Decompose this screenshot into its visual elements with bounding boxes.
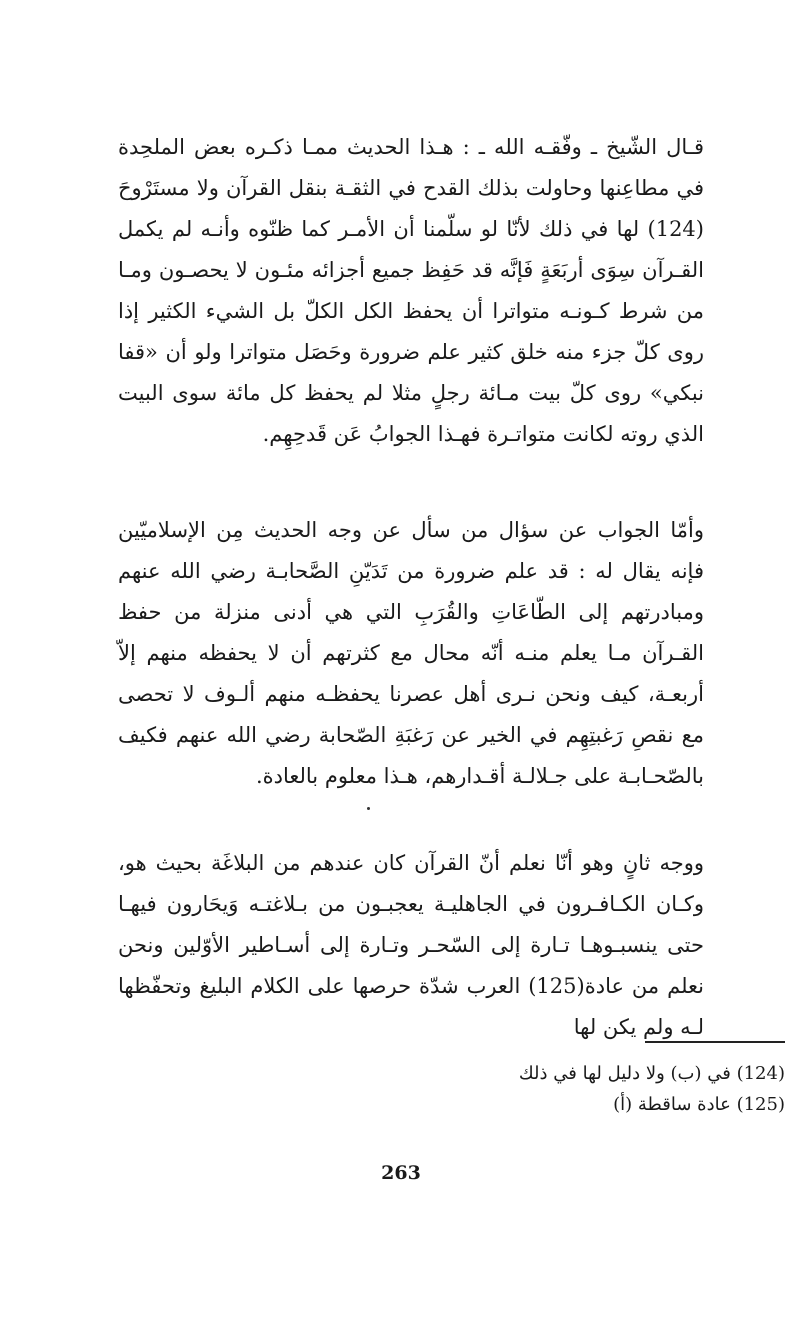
paragraph-1: قـال الشّيخ ـ وفّقـه الله ـ : هـذا الحديث ممـا ذكـره بعض الملحِدة في مطاعِنها وحاولت بذلك القدح في الثقـة بنقل القرآن ولا مستَرْوحَ (124) لها في ذلك لأنّا لو سلّمنا أن الأمـر كما ظنّوه وأنـه لم يكمل القـرآن سِوَى أربَعَةٍ فَإنَّه قد حَفِظ جميع أجزائه مئـون لا يحصـون ومـا من شرط كـونـه متواترا أن يحفظ الكل الكلّ بل الشيء الكثير إذا روى كلّ جزء منه خلق كثير علم ضرورة وحَصَل متواترا ولو أن «قفا نبكي» روى كلّ بيت مـائة رجلٍ مثلا لم يحفظ كل مائة سوى البيت الذي روته لكانت متواتـرة فهـذا الجوابُ عَن قَدحِهِم. [118, 135, 704, 446]
paragraph-2: وأمّا الجواب عن سؤال من سأل عن وجه الحديث مِن الإسلاميّين فإنه يقال له : قد علم ضرورة من تَدَيّنِ الصَّحابـة رضي الله عنهم ومبادرتهم إلى الطّاعَاتِ والقُرَبِ التي هي أدنى منزلة من حفظ القـرآن مـا يعلم منـه أنّه محال مع كثرتهم أن لا يحفظه منهم إلاّ أربعـة، كيف ونحن نـرى أهل عصرنا يحفظـه منهم ألـوف لا تحصى مع نقصِ رَغبتِهِم في الخير عن رَغبَةِ الصّحابة رضي الله عنهم فكيف بالصّحـابـة على جـلالـة أقـدارهم، هـذا معلوم بالعادة. [118, 518, 704, 788]
scan-speck [367, 807, 370, 810]
paragraph-3: ووجه ثانٍ وهو أنّا نعلم أنّ القرآن كان عندهم من البلاغَة بحيث هو، وكـان الكـافـرون في الجاهليـة يعجبـون من بـلاغتـه وَيحَارون فيهـا حتى ينسبـوهـا تـارة إلى السّحـر وتـارة إلى أسـاطير الأوّلين ونحن نعلم من عادة(125) العرب شدّة حرصها على الكلام البليغ وتحفّظها لـه ولم يكن لها [118, 851, 705, 1039]
footnotes [430, 1058, 785, 1120]
footnote-separator [645, 1041, 785, 1043]
footnote-125: (125) عادة ساقطة (أ) [613, 1094, 785, 1115]
page-number: 263 [381, 1162, 421, 1184]
footnote-124: (124) في (ب) ولا دليل لها في ذلك [518, 1063, 785, 1084]
